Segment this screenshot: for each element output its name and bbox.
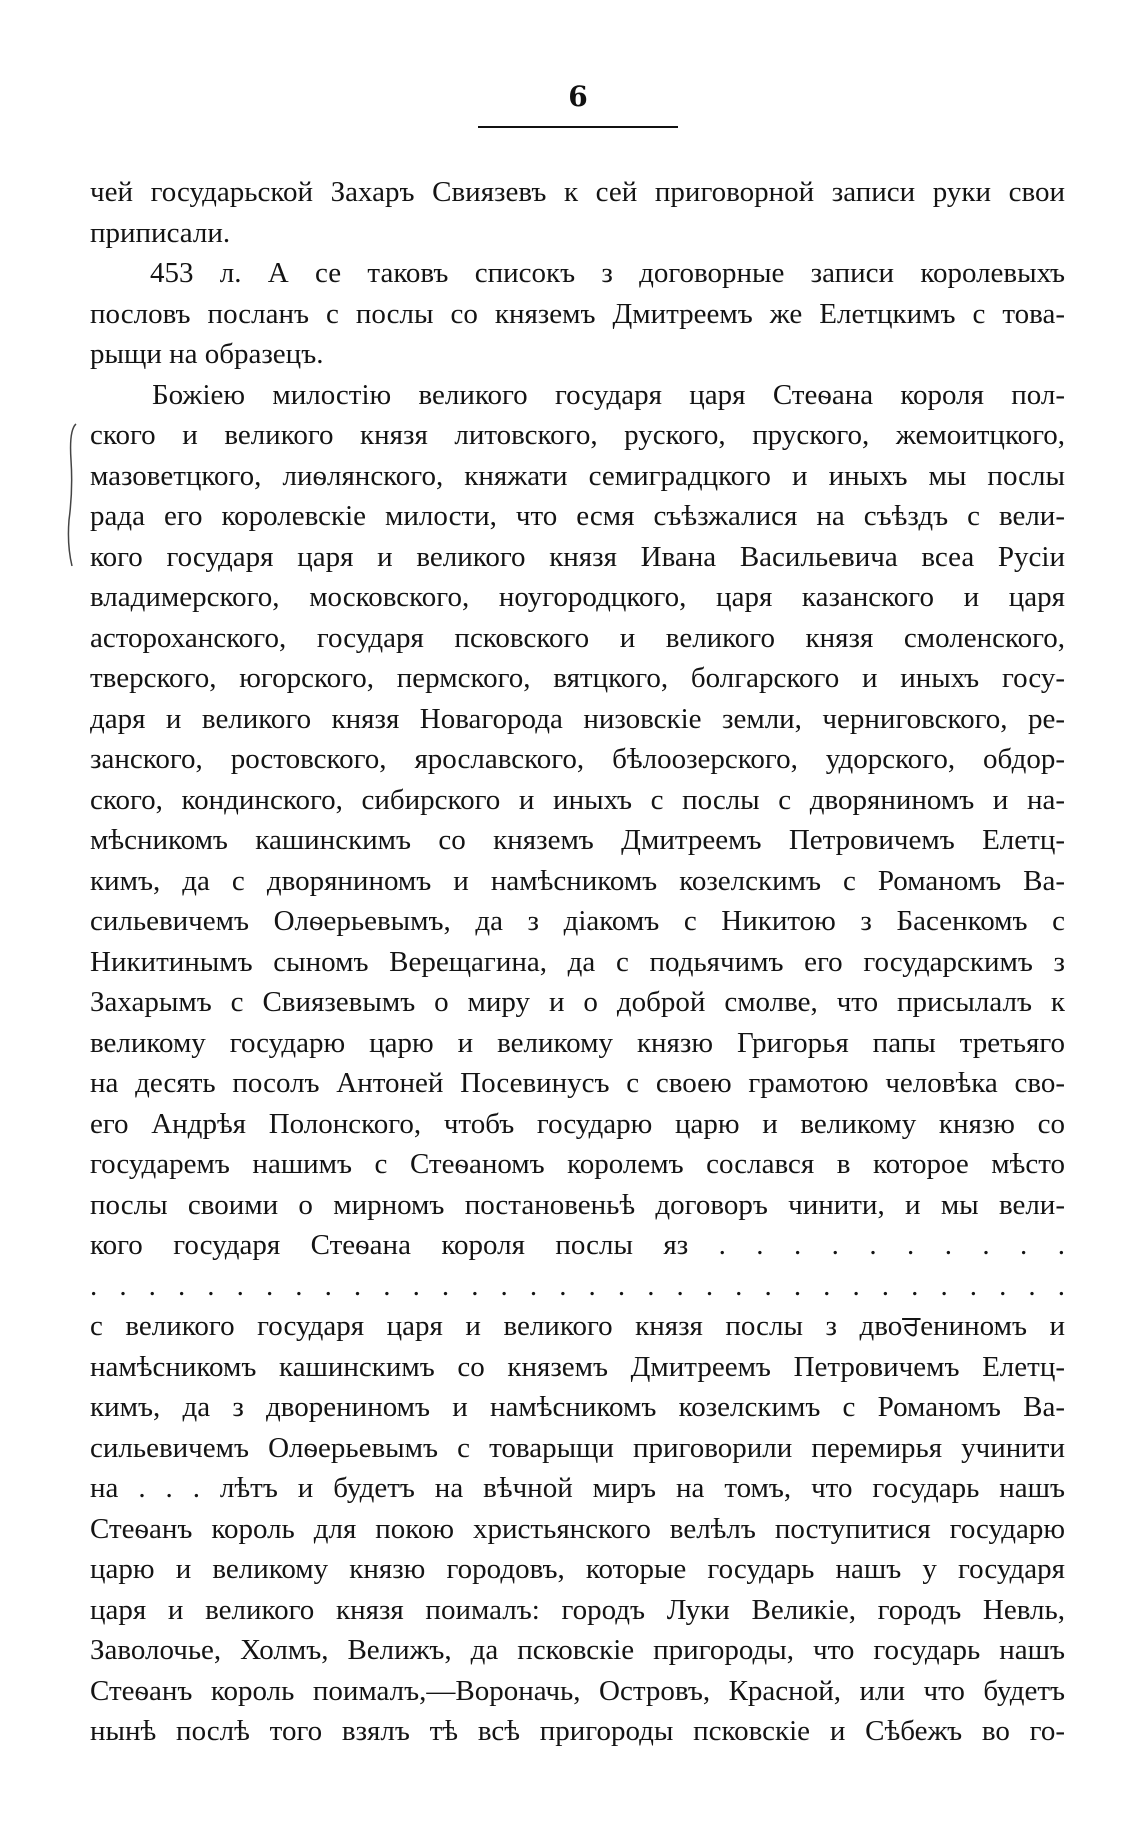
text-line: Божiею милостiю великого государя царя Стеѳана короля пол- (152, 378, 1065, 411)
text-line: кого государя Стеѳана короля послы яз . . . . . . . . . . (90, 1229, 1065, 1261)
text-line: кимъ, да з дворениномъ и намѣсникомъ козелскимъ с Романомъ Ва- (90, 1391, 1065, 1423)
text-line: царю и великому князю городовъ, которые государь нашъ у государя (90, 1553, 1065, 1585)
page-number: 6 (568, 80, 588, 113)
text-line: Заволочье, Холмъ, Велижъ, да псковскiе пригороды, что государь нашъ (90, 1634, 1065, 1666)
text-line: рада его королевскiе милости, что есмя съѣзжалися на съѣздъ с вели- (90, 500, 1065, 532)
text-line: даря и великого князя Новагорода низовскiе земли, черниговского, ре- (90, 702, 1065, 735)
text-line: на . . . лѣтъ и будетъ на вѣчной миръ на томъ, что государь нашъ (90, 1472, 1065, 1504)
text-line: нынѣ послѣ того взялъ тѣ всѣ пригороды псковскiе и Сѣбежъ во го- (90, 1715, 1065, 1747)
text-line: его Андрѣя Полонского, чтобъ государю царю и великому князю со (90, 1107, 1065, 1140)
text-line: Никитинымъ сыномъ Верещагина, да с подьячимъ его государскимъ з (90, 945, 1065, 978)
text-line: 453 л. А се таковъ списокъ з договорные записи королевыхъ (150, 257, 1065, 289)
text-line: тверского, югорского, пермского, вятцкого, болгарского и иныхъ госу- (90, 662, 1065, 694)
margin-bracket-mark (66, 420, 78, 570)
text-line: Стеѳанъ король для покою христьянского велѣлъ поступитися государю (90, 1512, 1065, 1545)
text-line: рыщи на образецъ. (90, 338, 324, 370)
text-line: приписали. (90, 216, 231, 249)
text-body (90, 172, 1065, 1752)
text-line: пословъ посланъ с послы со княземъ Дмитреемъ же Елетцкимъ с това- (90, 297, 1065, 330)
text-line: мазоветцкого, лиѳлянского, княжати семиградцкого и иныхъ мы послы (90, 459, 1065, 492)
page-number-rule (478, 126, 678, 128)
text-line: мѣсникомъ кашинскимъ со княземъ Дмитреемъ Петровичемъ Елетц- (90, 824, 1065, 856)
text-line: ского, кондинского, сибирского и иныхъ с послы с дворяниномъ и на- (90, 783, 1065, 816)
text-line: царя и великого князя поималъ: городъ Луки Великiе, городъ Невль, (90, 1593, 1065, 1626)
text-line: государемъ нашимъ с Стеѳаномъ королемъ сослався в которое мѣсто (90, 1148, 1065, 1180)
text-line: Стеѳанъ король поималъ,—Вороначь, Островъ, Красной, или что будетъ (90, 1674, 1065, 1707)
text-line: на десять посолъ Антоней Посевинусъ с своею грамотою человѣка сво- (90, 1067, 1065, 1099)
text-line: ского и великого князя литовского, руского, пруского, жемоитцкого, (90, 419, 1065, 451)
text-line: сильевичемъ Олѳерьевымъ с товарыщи приговорили перемирья учинити (90, 1431, 1065, 1464)
text-line: намѣсникомъ кашинскимъ со княземъ Дмитреемъ Петровичемъ Елетц- (90, 1350, 1065, 1383)
text-line: астороханского, государя псковского и великого князя смоленского, (90, 621, 1065, 654)
text-line: чей государьской Захаръ Свиязевъ к сей приговорной записи руки свои (90, 176, 1065, 208)
text-line: . . . . . . . . . . . . . . . . . . . . . . . . . . . . . . . . . . (90, 1269, 1065, 1302)
text-line: великому государю царю и великому князю Григорья папы третьяго (90, 1026, 1065, 1059)
text-line: кого государя царя и великого князя Ивана Васильевича всеа Русiи (90, 540, 1065, 573)
text-line: послы своими о мирномъ постановеньѣ договоръ чинити, и мы вели- (90, 1188, 1065, 1221)
text-line: Захарымъ с Свиязевымъ о миру и о доброй смолве, что присылалъ к (90, 986, 1065, 1018)
text-line: с великого государя царя и великого князя послы з двоਰениномъ и (90, 1310, 1065, 1342)
text-line: кимъ, да с дворяниномъ и намѣсникомъ козелскимъ с Романомъ Ва- (90, 864, 1065, 897)
text-line: сильевичемъ Олѳерьевымъ, да з дiакомъ с Никитою з Басенкомъ с (90, 905, 1065, 937)
text-line: занского, ростовского, ярославского, бѣлоозерского, удорского, обдор- (90, 743, 1065, 775)
text-line: владимерского, московского, ноугородцкого, царя казанского и царя (90, 581, 1065, 613)
